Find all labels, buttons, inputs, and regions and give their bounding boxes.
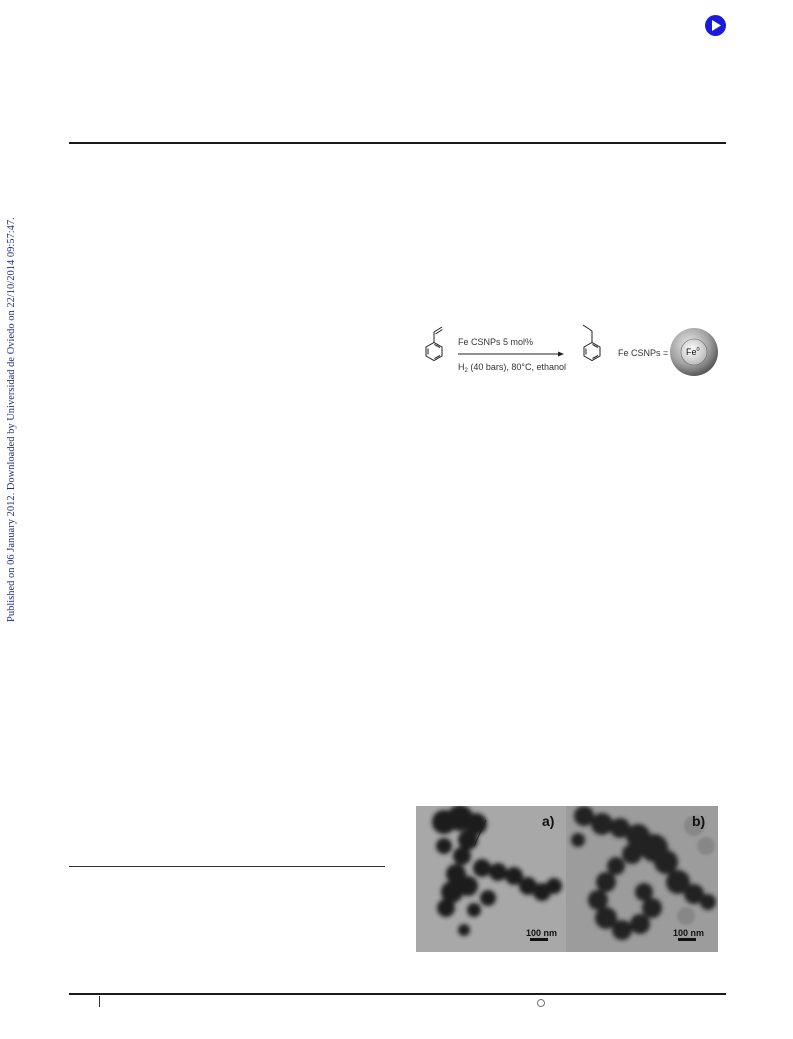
header-rule [69, 142, 726, 144]
tem-panel-b [566, 806, 718, 952]
copyright-circle-icon [537, 999, 545, 1007]
definition-label: Fe CSNPs = [618, 348, 669, 358]
footer-separator [99, 996, 100, 1007]
ethylbenzene-structure [583, 325, 600, 361]
panel-b-label: b) [692, 813, 706, 829]
download-stamp: Published on 06 January 2012. Downloaded by Universidad de Oviedo on 22/10/2014 09:57:47. [6, 217, 17, 622]
footer-rule [69, 993, 726, 995]
scale-bar-a [530, 938, 548, 941]
tem-micrograph [416, 806, 718, 952]
condition-catalyst: Fe CSNPs 5 mol% [458, 337, 534, 347]
tem-panel-a [416, 806, 566, 952]
reaction-scheme [412, 318, 722, 384]
scale-bar-b [678, 938, 696, 941]
scale-label-a: 100 nm [526, 928, 558, 938]
play-triangle-icon [711, 20, 721, 31]
reaction-arrow [458, 352, 564, 357]
panel-a-label: a) [542, 813, 555, 829]
core-shell-particle [670, 328, 718, 376]
scale-label-b: 100 nm [673, 928, 705, 938]
play-icon[interactable] [705, 15, 726, 36]
condition-hydrogen: $H_2$ (40 bars), 80°C, ethanol [458, 362, 566, 374]
styrene-structure [426, 327, 443, 361]
particle-label: Fe$^0$ [686, 347, 700, 357]
footnote-rule [69, 866, 385, 867]
